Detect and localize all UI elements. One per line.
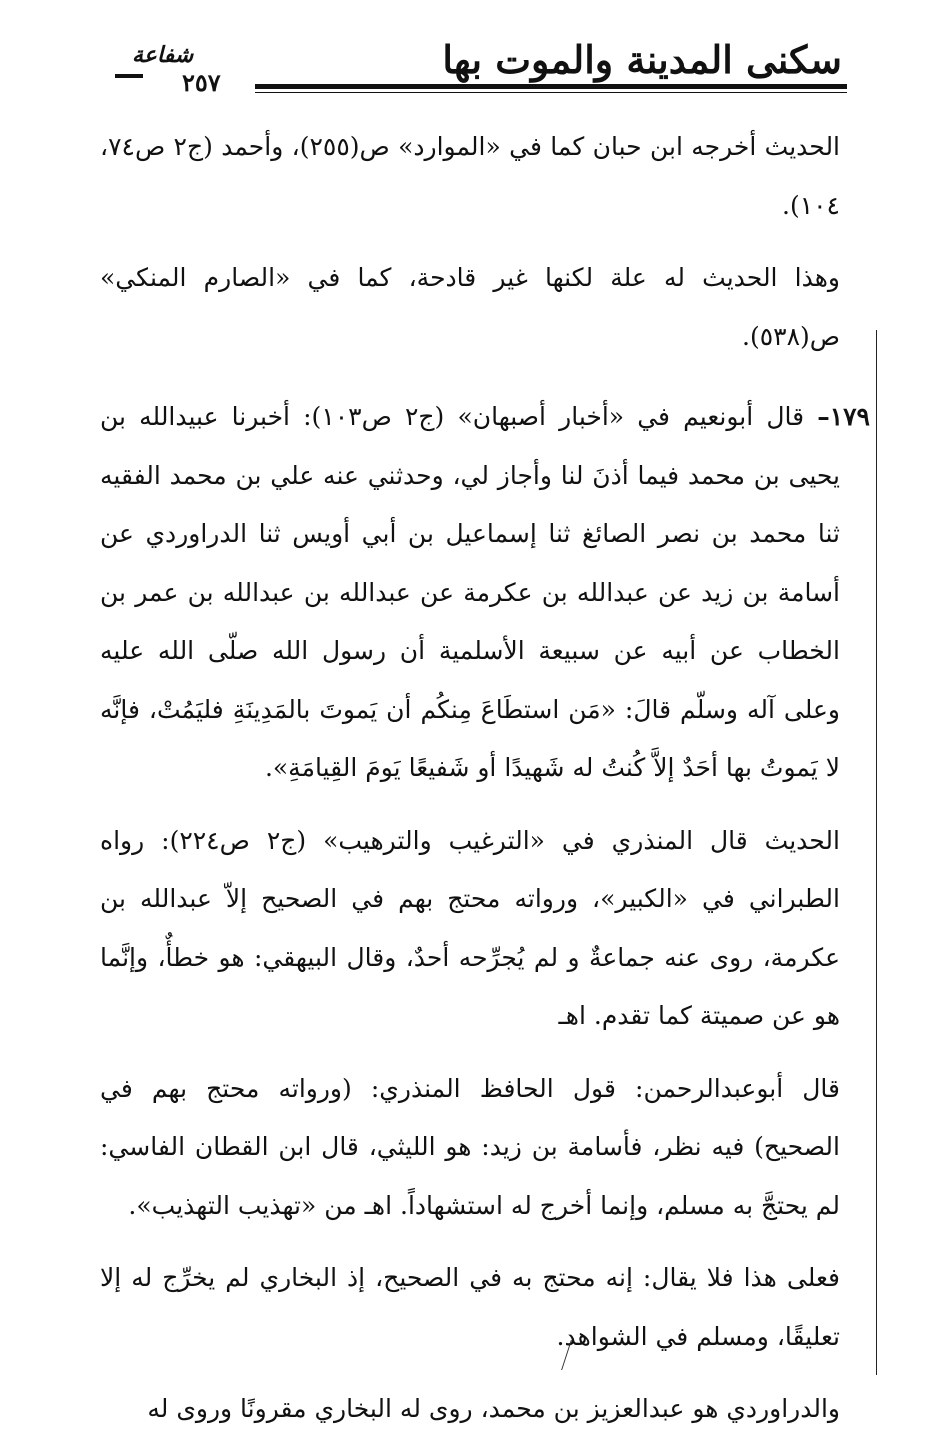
header-dash	[115, 74, 143, 78]
paragraph-4: الحديث قال المنذري في «الترغيب والترهيب» (ج٢ ص٢٢٤): رواه الطبراني في «الكبير»، ورواته محتج بهم في الصحيح إلاّ عبدالله بن عكرمة، روى عنه جماعةٌ و لم يُجرِّحه أحدٌ، وقال البيهقي: هو خطأٌ، وإنَّما هو عن صميتة كما تقدم. اهـ	[100, 825, 840, 1030]
header-rule-thin	[255, 92, 847, 93]
paragraph-7: والدراوردي هو عبدالعزيز بن محمد، روى له البخاري مقرونًا وروى له	[147, 1394, 840, 1423]
body-text	[100, 118, 870, 1439]
hadith-179	[100, 388, 870, 798]
header-rule	[255, 84, 847, 89]
paragraph-1: الحديث أخرجه ابن حبان كما في «الموارد» ص(٢٥٥)، وأحمد (ج٢ ص٧٤، ١٠٤).	[100, 132, 841, 220]
paragraph-6: فعلى هذا فلا يقال: إنه محتج به في الصحيح، إذ البخاري لم يخرِّج له إلا تعليقًا، ومسلم في الشواهد.	[100, 1263, 840, 1351]
running-title: سكنى المدينة والموت بها	[442, 37, 842, 82]
page-number: ٢٥٧	[182, 68, 221, 97]
paragraph-2: وهذا الحديث له علة لكنها غير قادحة، كما في «الصارم المنكي» ص(٥٣٨).	[100, 263, 840, 351]
header-ornament-text: شفاعة	[132, 42, 194, 68]
running-header	[0, 0, 942, 110]
paragraph-5: قال أبوعبدالرحمن: قول الحافظ المنذري: (ورواته محتج بهم في الصحيح) فيه نظر، فأسامة بن زيد: هو الليثي، قال ابن القطان الفاسي: لم يحتجَّ به مسلم، وإنما أخرج له استشهاداً. اهـ من «تهذيب التهذيب».	[100, 1073, 840, 1220]
hadith-number: ١٧٩–	[817, 402, 870, 431]
hadith-text: قال أبونعيم في «أخبار أصبهان» (ج٢ ص١٠٣): أخبرنا عبيدالله بن يحيى بن محمد فيما أذنَ لنا وأجاز لي، وحدثني عنه علي بن محمد الفقيه ثنا محمد بن نصر الصائغ ثنا إسماعيل بن أبي أويس ثنا الدراوردي عن أسامة بن زيد عن عبدالله بن عكرمة عن عبدالله بن عبدالله بن عمر بن الخطاب عن أبيه عن سبيعة الأسلمية أن رسول الله صلّى الله عليه وعلى آله وسلّم قالَ: «مَن استطَاعَ مِنكُم أن يَموتَ بالمَدِينَةِ فليَمُتْ، فإنَّه لا يَموتُ بها أحَدٌ إلاَّ كُنتُ له شَهيدًا أو شَفيعًا يَومَ القِيامَةِ».	[100, 402, 840, 782]
margin-line	[876, 330, 877, 1375]
